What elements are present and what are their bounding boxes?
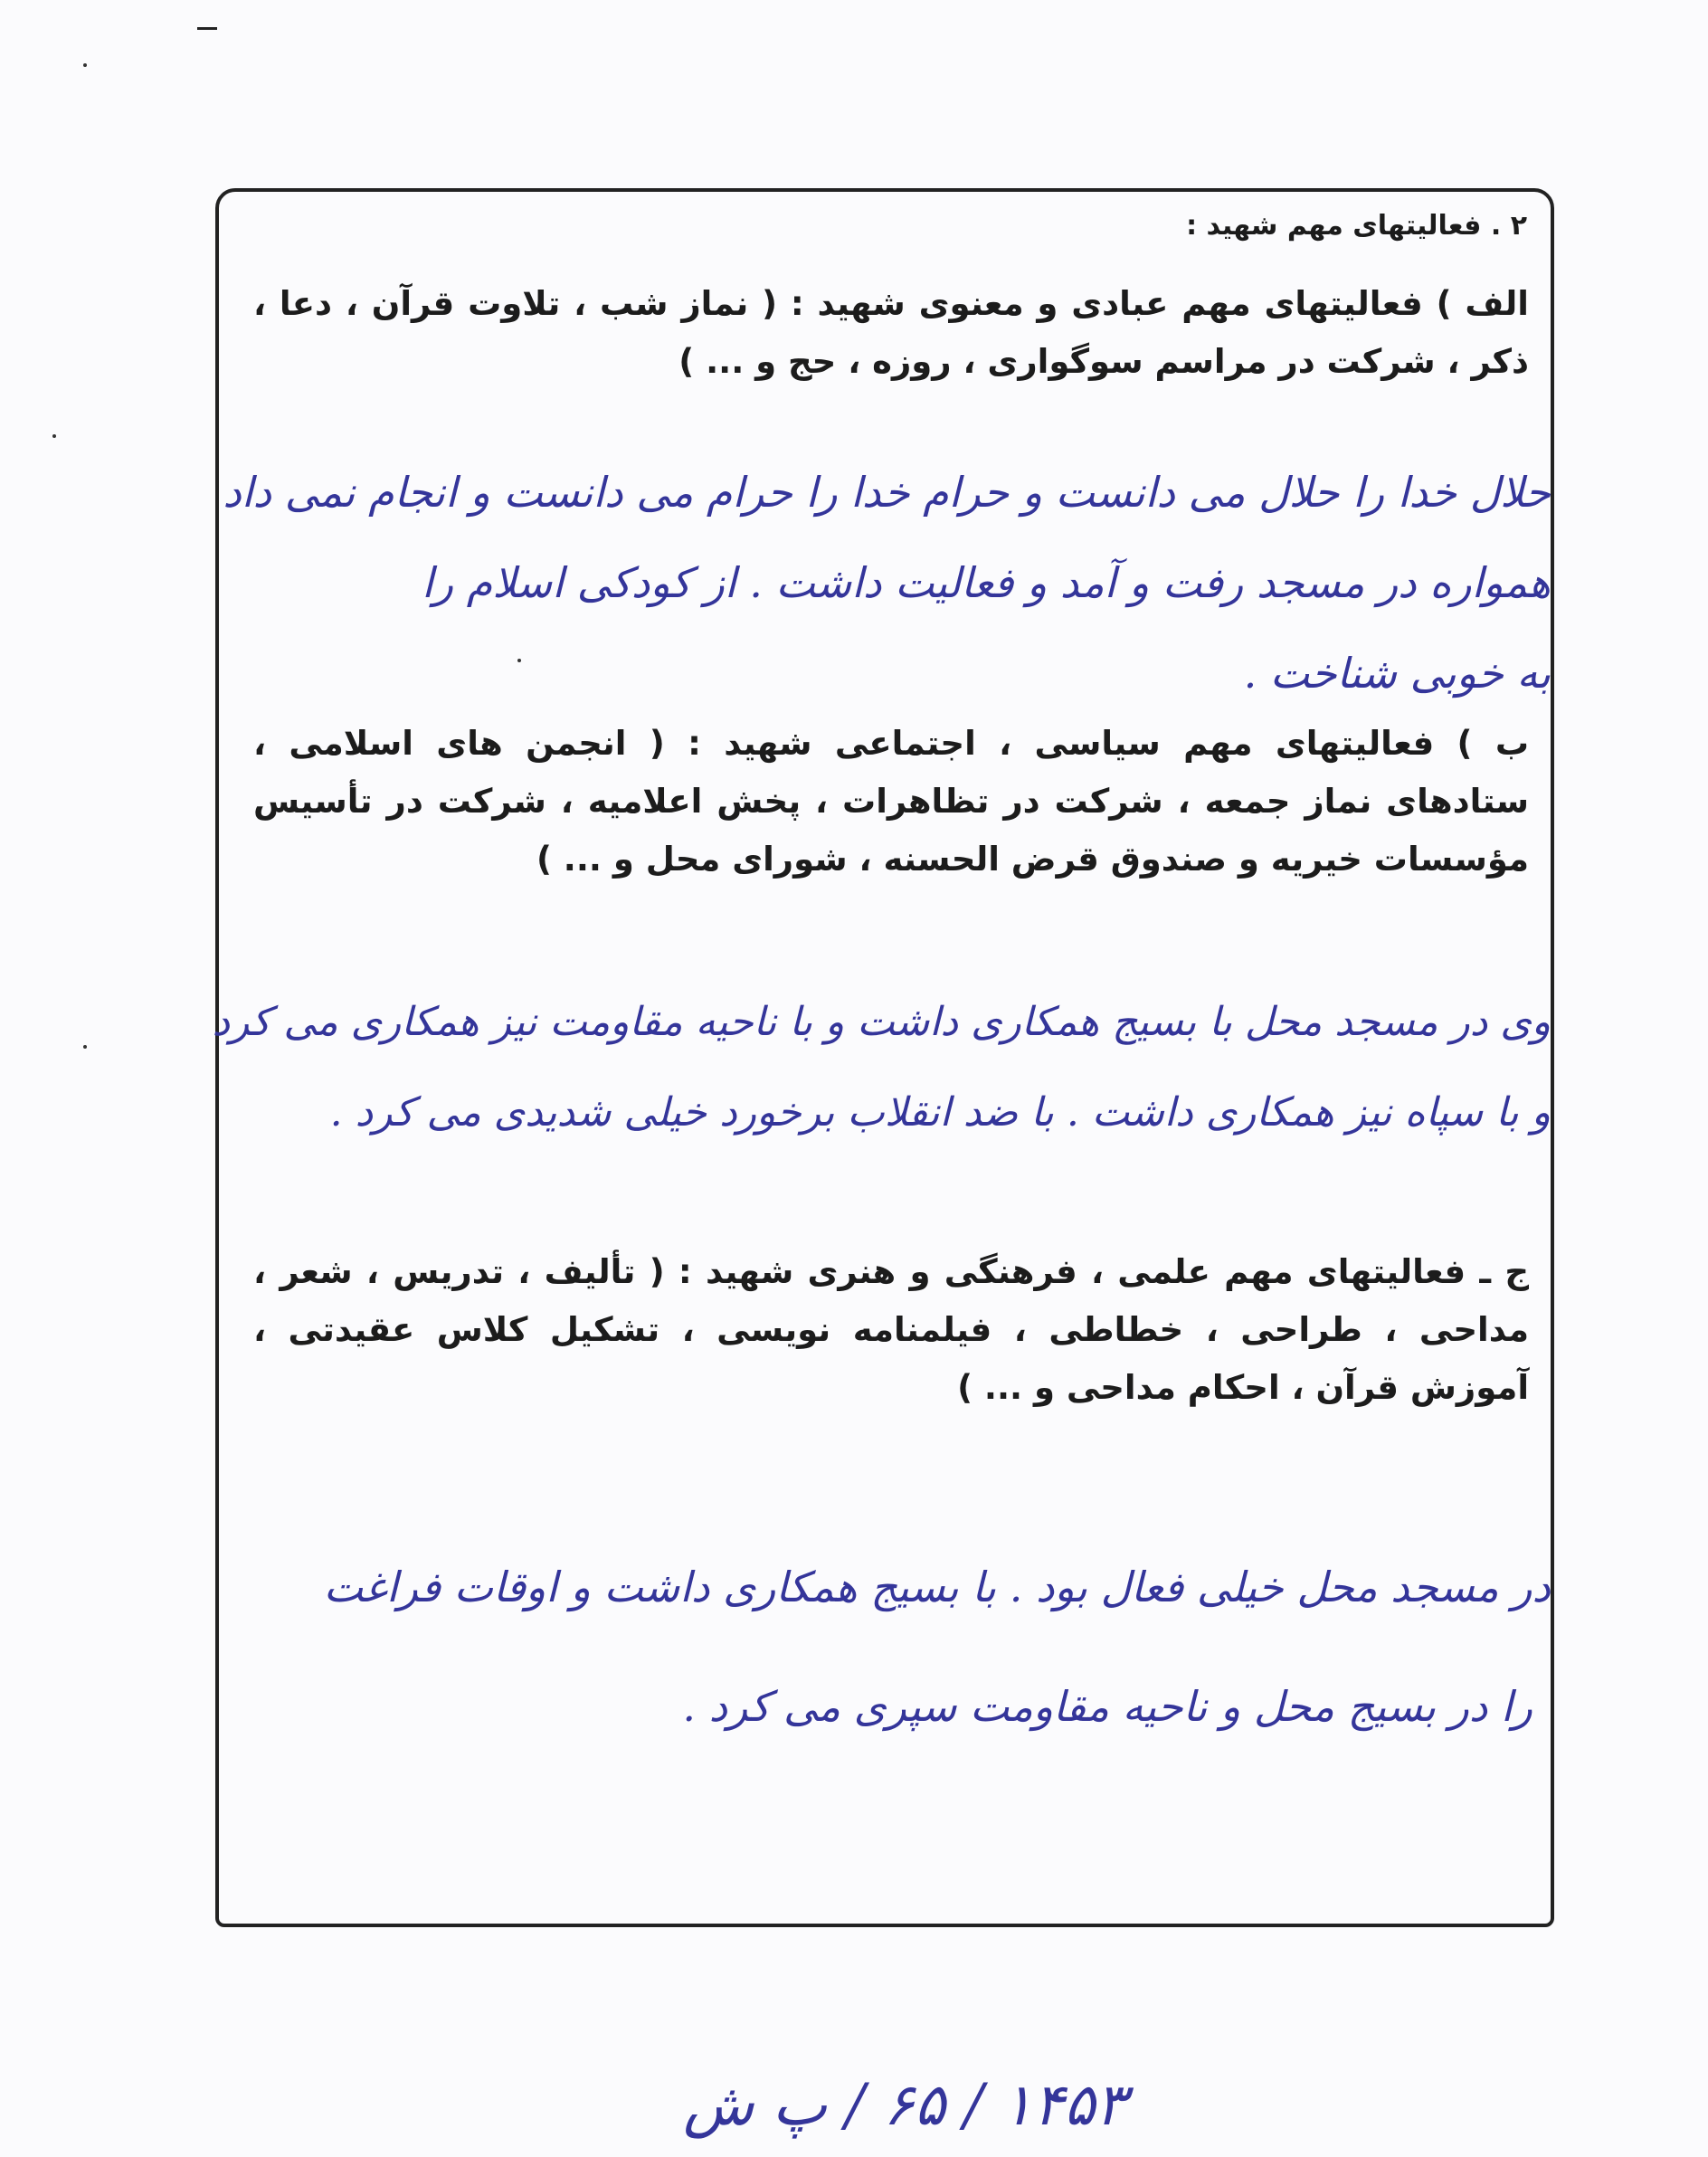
paper-speck [52,434,56,438]
paper-speck [83,1045,87,1049]
activities-form-box [212,188,1554,1927]
section-title: ۲ . فعالیتهای مهم شهید : [1186,210,1527,242]
part-a-printed-question: الف ) فعالیتهای مهم عبادی و معنوی شهید : ( نماز شب ، تلاوت قرآن ، دعا ، ذکر ، شرکت در مراسم سوگواری ، روزه ، حج و ... ) [253,284,1529,381]
part-a-handwritten-answer [223,447,1551,718]
page-mark [197,27,217,30]
part-b-printed-question: ب ) فعالیتهای مهم سیاسی ، اجتماعی شهید : ( انجمن های اسلامی ، ستادهای نماز جمعه ، شرکت در تظاهرات ، پخش اعلامیه ، شرکت در تأسیس مؤسسات خیریه و صندوق قرض الحسنه ، شورای محل و ... ) [253,724,1529,879]
handwritten-line: همواره در مسجد رفت و آمد و فعالیت داشت . از کودکی اسلام را [422,558,1551,607]
handwritten-line: وی در مسجد محل با بسیج همکاری داشت و با ناحیه مقاومت نیز همکاری می کرد [212,999,1551,1045]
handwritten-line: و با سپاه نیز همکاری داشت . با ضد انقلاب برخورد خیلی شدیدی می کرد . [329,1089,1551,1136]
part-b-handwritten-answer [212,977,1551,1158]
handwritten-line: حلال خدا را حلال می دانست و حرام خدا را حرام می دانست و انجام نمی داد [223,468,1551,517]
paper-speck [83,63,87,67]
part-c-printed-question: ج ـ فعالیتهای مهم علمی ، فرهنگی و هنری شهید : ( تألیف ، تدریس ، شعر ، مداحی ، طراحی ، خطاطی ، فیلمنامه نویسی ، تشکیل کلاس عقیدتی ، آموزش قرآن ، احکام مداحی و ... ) [253,1252,1529,1407]
archive-reference-number: ۱۴۵۳ / ۶۵ / پ ش [683,2072,1126,2139]
handwritten-line: به خوبی شناخت . [1243,649,1551,698]
part-c-handwritten-answer [230,1513,1551,1752]
handwritten-line: را در بسیج محل و ناحیه مقاومت سپری می کرد . [682,1682,1532,1731]
handwritten-line: در مسجد محل خیلی فعال بود . با بسیج همکاری داشت و اوقات فراغت [323,1563,1551,1611]
